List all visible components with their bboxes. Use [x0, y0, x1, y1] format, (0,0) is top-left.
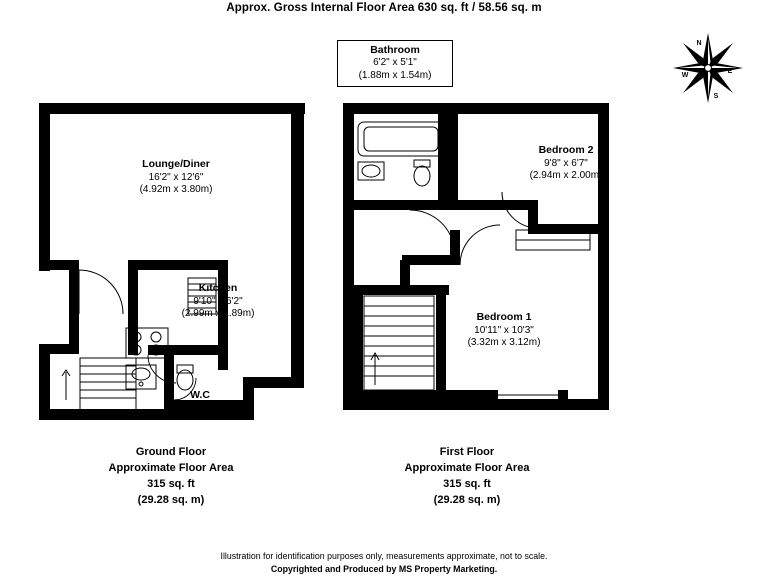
room-dim-imperial-lounge: 16'2" x 12'6" [148, 171, 204, 183]
ground-floor-subtitle: Approximate Floor Area [108, 461, 234, 474]
compass-label-s: S [713, 93, 719, 100]
ground-floor-walls [36, 100, 316, 425]
room-name-bedroom1: Bedroom 1 [476, 311, 532, 323]
footer-line-1: Illustration for identification purposes only, measurements approximate, not to scale. [220, 551, 548, 561]
ground-floor-title: Ground Floor [135, 446, 207, 458]
room-name-bathroom: Bathroom [370, 44, 420, 56]
room-dim-imperial-bathroom: 6'2" x 5'1" [373, 57, 417, 69]
ground-floor-area-metric: (29.28 sq. m) [137, 493, 205, 506]
ground-floor-area-imperial: 315 sq. ft [147, 477, 195, 490]
room-dim-metric-lounge: (4.92m x 3.80m) [139, 183, 213, 195]
first-floor-area-imperial: 315 sq. ft [443, 477, 491, 490]
room-name-bedroom2: Bedroom 2 [538, 144, 594, 156]
first-floor-title: First Floor [439, 446, 495, 458]
footer-line-2: Copyrighted and Produced by MS Property Marketing. [270, 563, 498, 574]
room-label-bathroom [337, 40, 453, 87]
room-dim-imperial-bedroom2: 9'8" x 6'7" [544, 157, 588, 169]
room-name-wc: W.C [190, 389, 210, 401]
room-name-lounge: Lounge/Diner [142, 158, 210, 170]
room-dim-metric-kitchen: (2.99m x 1.89m) [181, 307, 255, 319]
page-title: Approx. Gross Internal Floor Area 630 sq. ft / 58.56 sq. m [226, 2, 542, 14]
room-dim-metric-bathroom: (1.88m x 1.54m) [358, 69, 432, 81]
compass-label-e: E [727, 68, 733, 75]
room-dim-metric-bedroom1: (3.32m x 3.12m) [467, 336, 541, 348]
room-label-wc [160, 389, 240, 403]
ground-floor-caption [56, 445, 286, 509]
ground-floor-plan [36, 100, 316, 425]
room-dim-metric-bedroom2: (2.94m x 2.00m) [529, 169, 603, 181]
room-label-bedroom1 [400, 311, 608, 349]
first-floor-subtitle: Approximate Floor Area [404, 461, 530, 474]
room-label-bedroom2 [482, 144, 650, 182]
room-dim-imperial-kitchen: 9'10" x 6'2" [193, 295, 243, 307]
compass-label-w: W [681, 72, 689, 79]
first-floor-area-metric: (29.28 sq. m) [433, 493, 501, 506]
compass-rose [672, 32, 744, 104]
room-label-lounge [86, 158, 266, 196]
footer-disclaimer [0, 550, 768, 576]
compass-label-n: N [696, 40, 702, 47]
room-name-kitchen: Kitchen [198, 282, 238, 294]
first-floor-caption [352, 445, 582, 509]
room-dim-imperial-bedroom1: 10'11" x 10'3" [474, 324, 534, 336]
room-label-kitchen [138, 282, 298, 320]
